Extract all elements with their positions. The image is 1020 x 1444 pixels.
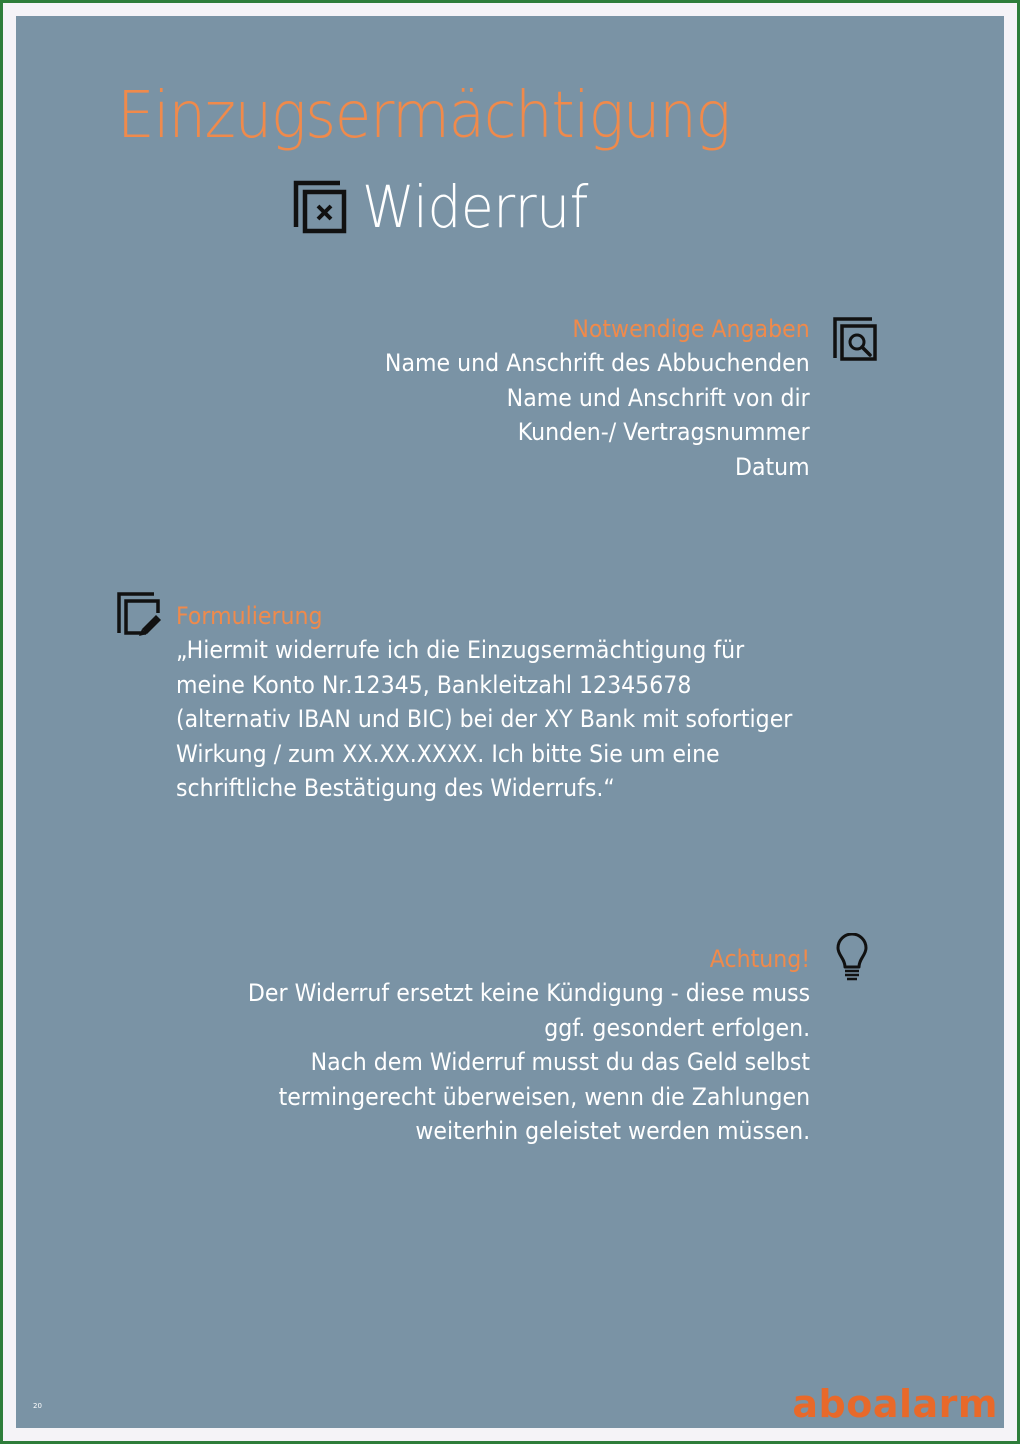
lightbulb-icon — [836, 933, 868, 989]
required-info-line: Kunden-/ Vertragsnummer — [518, 418, 810, 447]
attention-line: termingerecht überweisen, wenn die Zahlungen — [278, 1082, 810, 1111]
wording-section — [176, 599, 792, 805]
required-info-heading: Notwendige Angaben — [572, 315, 810, 343]
search-document-icon — [832, 316, 878, 366]
subtitle-row — [292, 172, 608, 242]
required-info-line: Name und Anschrift des Abbuchenden — [385, 349, 810, 378]
wording-heading: Formulierung — [176, 602, 323, 630]
wording-line: „Hiermit widerrufe ich die Einzugsermächtigung für — [176, 636, 745, 665]
page-subtitle: Widerruf — [362, 173, 588, 241]
required-info-line: Datum — [735, 452, 810, 481]
attention-heading: Achtung! — [709, 945, 810, 973]
wording-line: Wirkung / zum XX.XX.XXXX. Ich bitte Sie um eine — [176, 739, 720, 768]
attention-line: ggf. gesondert erfolgen. — [544, 1013, 810, 1042]
required-info-section — [385, 312, 810, 484]
page-number: 20 — [33, 1402, 42, 1410]
attention-line: Der Widerruf ersetzt keine Kündigung - diese muss — [247, 979, 810, 1008]
wording-line: schriftliche Bestätigung des Widerrufs.“ — [176, 774, 615, 803]
cancel-copy-icon — [292, 179, 348, 235]
attention-line: weiterhin geleistet werden müssen. — [415, 1117, 810, 1146]
attention-line: Nach dem Widerruf musst du das Geld selbst — [310, 1048, 810, 1077]
attention-section — [248, 942, 810, 1148]
wording-line: (alternativ IBAN und BIC) bei der XY Bank mit sofortiger — [176, 705, 793, 734]
edit-document-icon — [116, 591, 162, 641]
page-title: Einzugsermächtigung — [117, 79, 730, 153]
brand-logo: aboalarm — [792, 1382, 998, 1426]
required-info-line: Name und Anschrift von dir — [506, 383, 810, 412]
wording-line: meine Konto Nr.12345, Bankleitzahl 12345678 — [176, 670, 692, 699]
